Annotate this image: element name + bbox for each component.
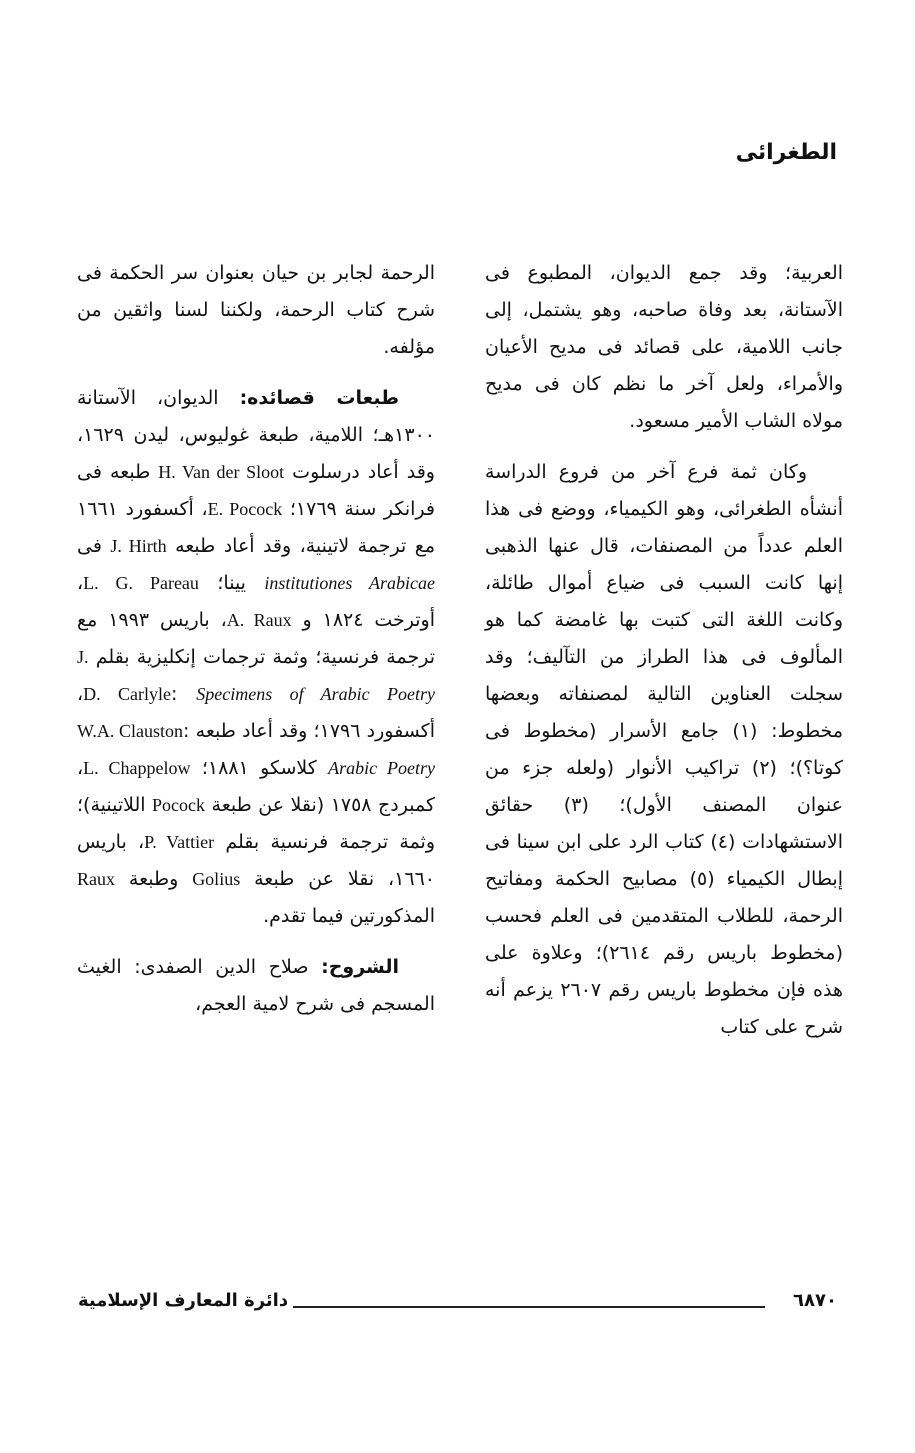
latin-title: Arabic Poetry <box>328 758 435 778</box>
commentaries-paragraph <box>77 949 435 1023</box>
latin-name: J. D. Carlyle <box>77 647 171 704</box>
latin-name: J. Hirth <box>110 536 167 556</box>
text-run: فى <box>77 535 111 557</box>
latin-title: Specimens of Arabic Poetry <box>196 684 435 704</box>
latin-name: E. Pocock <box>207 499 283 519</box>
text-run: اللاتينية)؛ وثمة ترجمة فرنسية بقلم <box>77 794 436 853</box>
latin-name: W.A. Clauston <box>77 721 184 741</box>
text-run: : <box>170 683 197 705</box>
left-column <box>77 255 435 1023</box>
paragraph: العربية؛ وقد جمع الديوان، المطبوع فى الآستانة، بعد وفاة صاحبه، وهو يشتمل، إلى جانب اللامية، على قصائد فى مديح الأعيان والأمراء، ولعل آخر ما نظم كان فى مديح مولاه الشاب الأمير مسعود. <box>485 262 843 432</box>
text-run: ، كمبردج ١٧٥٨ (نقلا عن طبعة <box>77 757 435 816</box>
text-run: ، أكسفورد ١٦٦١ مع ترجمة لاتينية، وقد أعاد طبعه <box>77 498 435 557</box>
text-run: طبعه فى فرانكر سنة ١٧٦٩؛ <box>77 461 436 520</box>
publication-title: دائرة المعارف الإسلامية <box>78 1290 289 1311</box>
text-run: وطبعة <box>115 868 193 890</box>
latin-name: L. Chappelow <box>83 758 191 778</box>
latin-name: H. Van der Sloot <box>158 462 285 482</box>
text-run: الديوان، الآستانة ١٣٠٠هـ؛ اللامية، طبعة غوليوس، ليدن ١٦٢٩، وقد أعاد درسلوت <box>77 387 435 483</box>
section-heading: طبعات قصائده: <box>239 387 399 409</box>
text-run: المذكورتين فيما تقدم. <box>263 905 435 927</box>
text-run: ، باريس ١٩٩٣ مع ترجمة فرنسية؛ وثمة ترجمات إنكليزية بقلم <box>77 609 435 668</box>
text-run: كلاسكو ١٨٨١؛ <box>190 757 329 779</box>
paragraph: الرحمة لجابر بن حيان بعنوان سر الحكمة فى شرح كتاب الرحمة، ولكننا لسنا واثقين من مؤلفه. <box>77 262 435 358</box>
running-title: الطغرائى <box>735 140 837 165</box>
editions-paragraph <box>77 380 435 935</box>
text-run: ، أكسفورد ١٧٩٦؛ وقد أعاد طبعه <box>77 683 435 742</box>
text-run: صلاح الدين الصفدى: الغيث المسجم فى شرح لامية العجم، <box>77 956 435 1015</box>
latin-name: Golius <box>192 869 241 889</box>
page-footer <box>78 1290 837 1320</box>
latin-name: P. Vattier <box>144 832 215 852</box>
text-run: : <box>183 720 190 742</box>
latin-name: Pocock <box>152 795 206 815</box>
right-column <box>485 255 843 1046</box>
text-run: ، باريس ١٦٦٠، نقلا عن طبعة <box>77 831 435 890</box>
latin-name: Raux <box>77 869 115 889</box>
section-heading: الشروح: <box>321 956 399 978</box>
latin-title: institutiones Arabicae <box>264 573 435 593</box>
latin-name: A. Raux <box>226 610 292 630</box>
text-run: يينا؛ <box>198 572 265 594</box>
page-number: ٦٨٧٠ <box>793 1290 837 1311</box>
latin-name: L. G. Pareau <box>83 573 199 593</box>
paragraph: وكان ثمة فرع آخر من فروع الدراسة أنشأه الطغرائى، وهو الكيمياء، ووضع فى هذا العلم عدداً من المصنفات، قال عنها الذهبى إنها كانت السبب فى ضياع أموال طائلة، وكانت اللغة التى كتبت بها غامضة كما هو المألوف فى هذا الطراز من التآليف؛ وقد سجلت العناوين التالية لمصنفاته وبعضها مخطوط: (١) جامع الأسرار (مخطوط فى كوتا؟)؛ (٢) تراكيب الأنوار (ولعله جزء من عنوان المصنف الأول)؛ (٣) حقائق الاستشهادات (٤) كتاب الرد على ابن سينا فى إبطال الكيمياء (٥) مصابيح الحكمة ومفاتيح الرحمة، للطلاب المتقدمين فى العلم فحسب (مخطوط باريس رقم ٢٦١٤)؛ وعلاوة على هذه فإن مخطوط باريس رقم ٢٦٠٧ يزعم أنه شرح على كتاب <box>485 461 843 1038</box>
text-run: ، أوترخت ١٨٢٤ و <box>77 572 435 631</box>
footer-rule <box>293 1306 765 1308</box>
